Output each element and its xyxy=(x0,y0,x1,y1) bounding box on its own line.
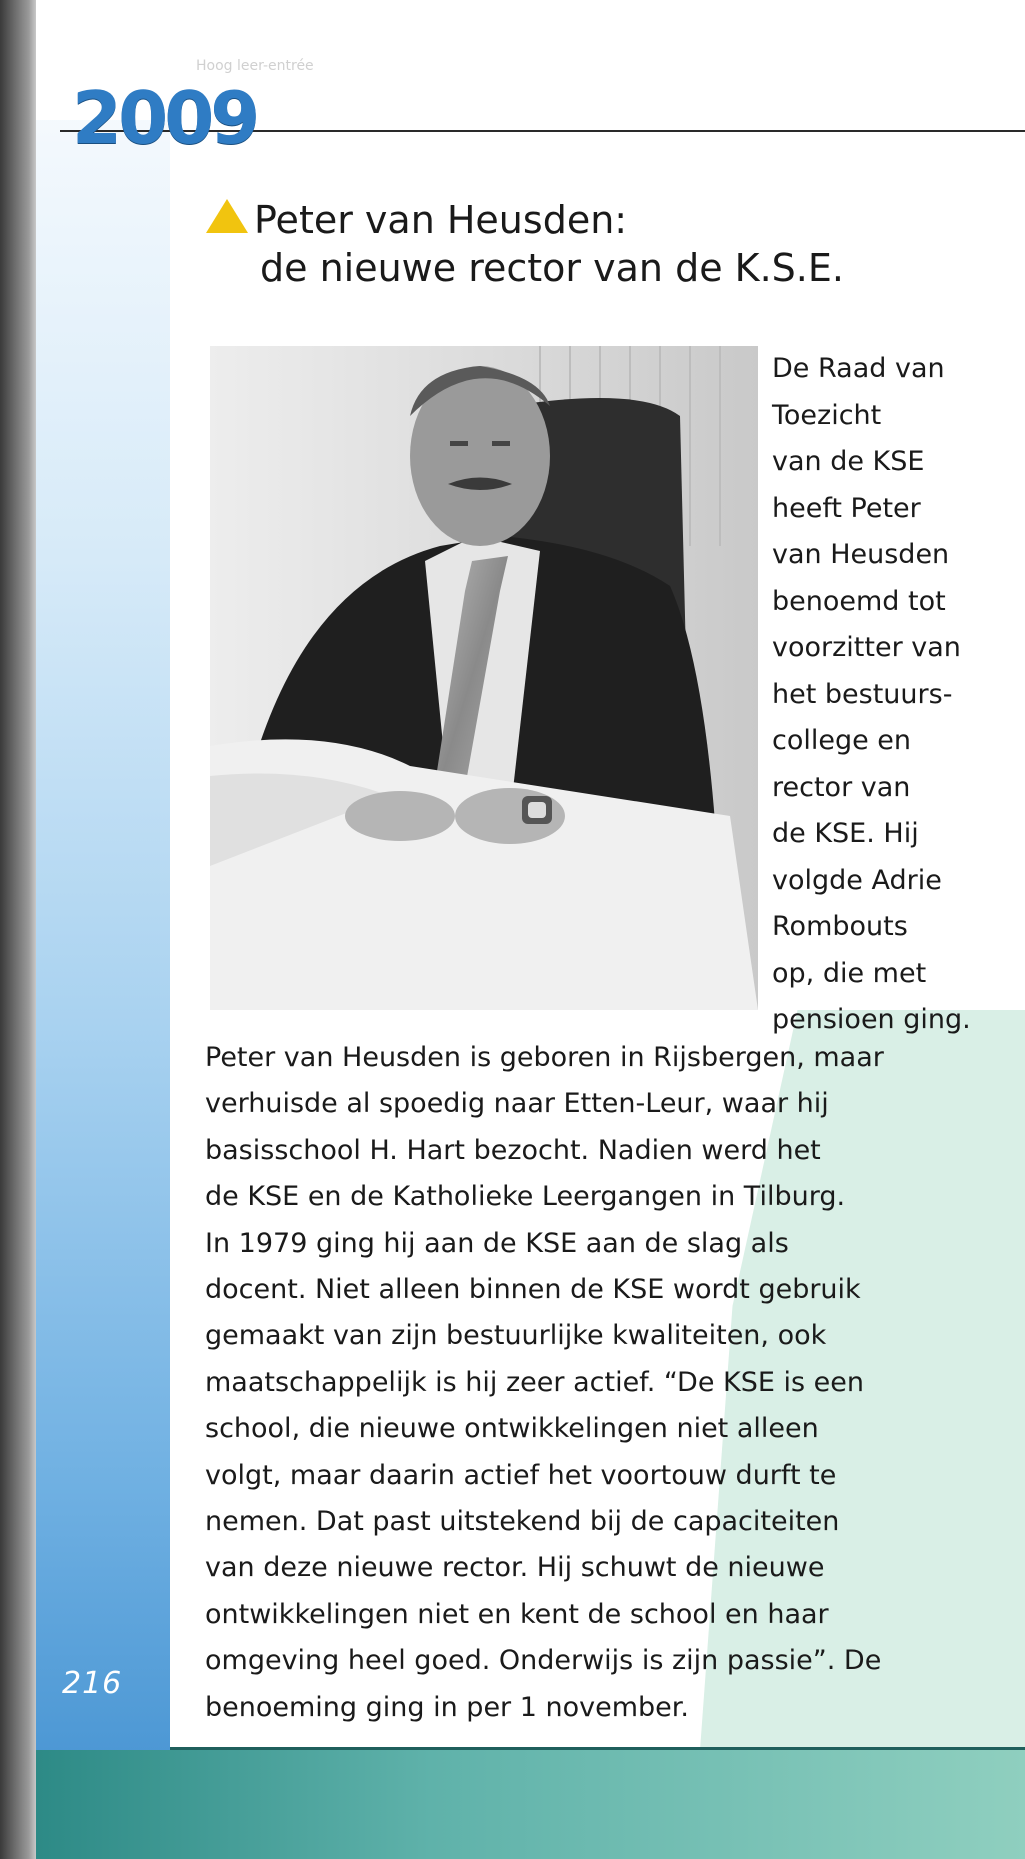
body-line: ontwikkelingen niet en kent de school en haar xyxy=(205,1598,829,1630)
sidebar-gradient xyxy=(36,0,170,1859)
side-text-line: van Heusden xyxy=(772,539,950,570)
article-body xyxy=(205,1035,1005,1731)
side-text-line: het bestuurs- xyxy=(772,678,953,710)
headline-line-2: de nieuwe rector van de K.S.E. xyxy=(260,246,844,290)
side-text-line: Toezicht xyxy=(772,399,882,431)
side-text-line: Rombouts xyxy=(772,911,908,942)
side-text-line: op, die met xyxy=(772,957,927,989)
side-text-line: voorzitter van xyxy=(772,632,961,663)
side-text-line: benoemd tot xyxy=(772,585,946,617)
body-line: maatschappelijk is hij zeer actief. “De KSE is een xyxy=(205,1366,864,1398)
body-line: omgeving heel goed. Onderwijs is zijn passie”. De xyxy=(205,1645,882,1677)
photo-side-text xyxy=(772,346,1002,1044)
body-line: basisschool H. Hart bezocht. Nadien werd het xyxy=(205,1134,821,1166)
side-text-line: van de KSE xyxy=(772,446,925,477)
body-line: volgt, maar daarin actief het voortouw durft te xyxy=(205,1459,837,1491)
body-line: verhuisde al spoedig naar Etten-Leur, waar hij xyxy=(205,1088,829,1120)
side-text-line: college en xyxy=(772,725,912,756)
page-number: 216 xyxy=(62,1666,123,1701)
body-line: docent. Niet alleen binnen de KSE wordt gebruik xyxy=(205,1274,861,1306)
faint-header-text: Hoog leer-entrée xyxy=(196,58,314,74)
body-line: van deze nieuwe rector. Hij schuwt de nieuwe xyxy=(205,1552,825,1584)
side-text-line: volgde Adrie xyxy=(772,864,942,896)
bottom-band xyxy=(36,1750,1025,1859)
body-line: nemen. Dat past uitstekend bij de capaciteiten xyxy=(205,1506,840,1538)
headline-line-1: Peter van Heusden: xyxy=(254,198,628,242)
body-line: school, die nieuwe ontwikkelingen niet alleen xyxy=(205,1413,819,1445)
article-headline xyxy=(206,196,966,292)
side-text-line: De Raad van xyxy=(772,353,945,384)
side-text-line: pensioen ging. xyxy=(772,1004,971,1035)
side-text-line: de KSE. Hij xyxy=(772,818,919,849)
body-line: benoeming ging in per 1 november. xyxy=(205,1691,689,1723)
body-line: de KSE en de Katholieke Leergangen in Tilburg. xyxy=(205,1181,846,1213)
body-line: In 1979 ging hij aan de KSE aan de slag als xyxy=(205,1227,789,1259)
year-heading: 2009 xyxy=(72,76,257,160)
warning-triangle-icon xyxy=(206,199,248,233)
side-text-line: rector van xyxy=(772,771,911,803)
side-text-line: heeft Peter xyxy=(772,492,921,524)
book-spine-shadow xyxy=(0,0,36,1859)
body-line: Peter van Heusden is geboren in Rijsbergen, maar xyxy=(205,1042,884,1073)
portrait-photo xyxy=(210,346,758,1010)
body-line: gemaakt van zijn bestuurlijke kwaliteiten, ook xyxy=(205,1320,827,1352)
